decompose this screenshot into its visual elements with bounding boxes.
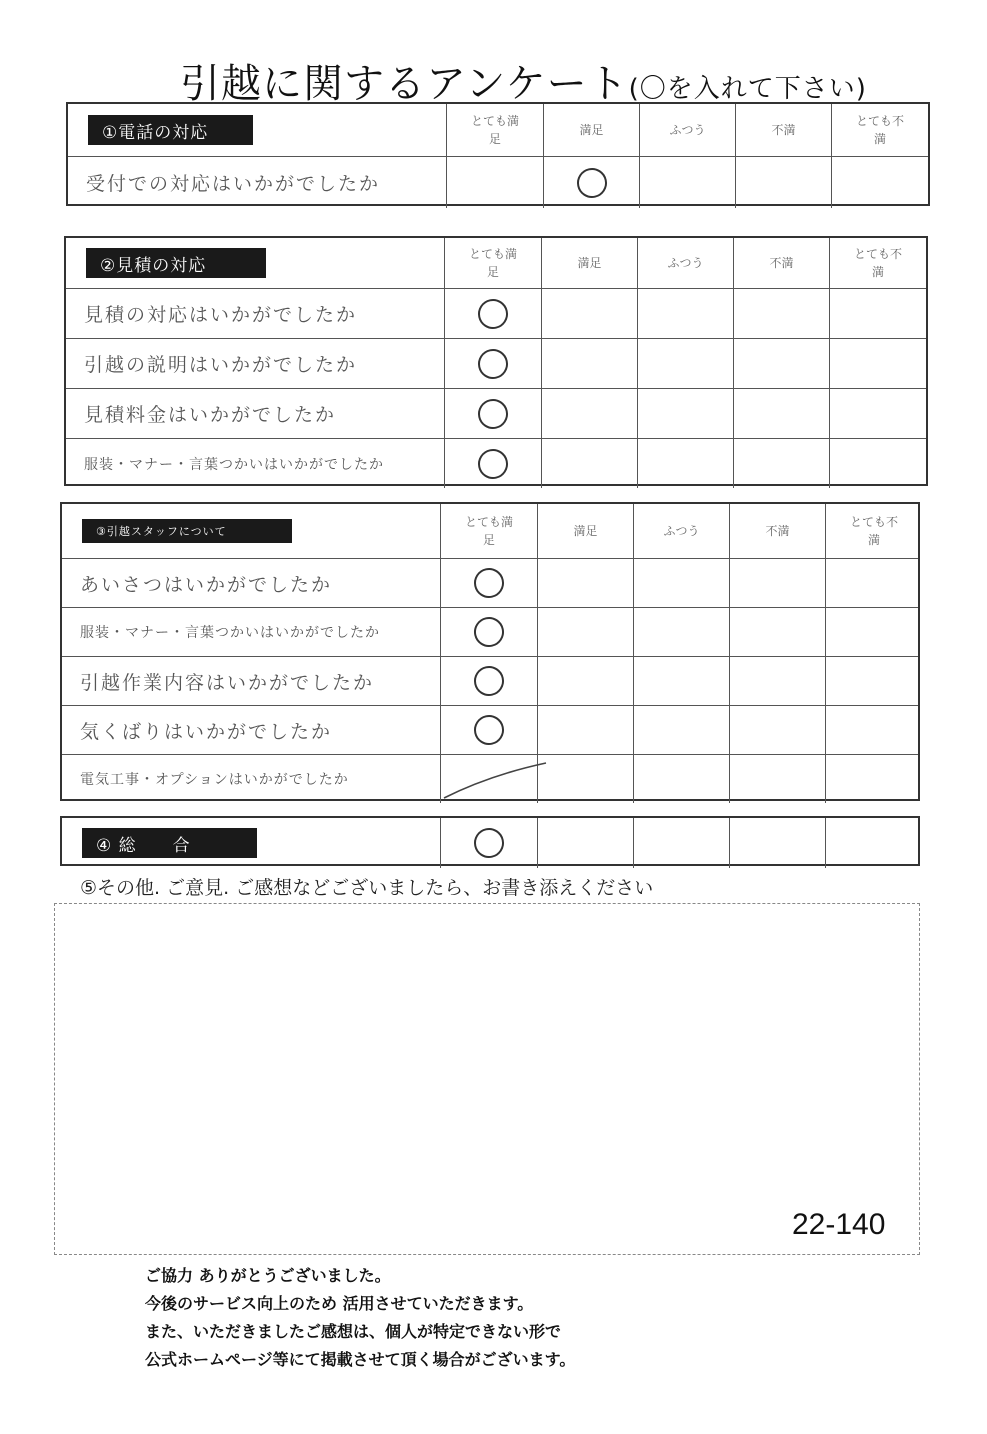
question-row xyxy=(66,288,926,338)
question-label: 気くばりはいかがでしたか xyxy=(80,720,333,743)
column-header xyxy=(639,104,735,156)
footer xyxy=(145,1262,575,1374)
question-label: 見積の対応はいかがでしたか xyxy=(84,304,358,326)
column-header-label: 満足 xyxy=(577,256,602,270)
answer-cell[interactable] xyxy=(440,608,537,656)
answer-cell[interactable] xyxy=(537,755,633,803)
circle-mark-icon xyxy=(471,565,507,601)
answer-cell[interactable] xyxy=(733,289,829,338)
answer-cell[interactable] xyxy=(440,706,537,754)
not-applicable-stroke-icon xyxy=(440,755,550,804)
comment-box xyxy=(54,903,920,1255)
answer-cell[interactable] xyxy=(541,339,637,388)
answer-cell[interactable] xyxy=(733,439,829,488)
column-header xyxy=(633,504,729,558)
answer-cell[interactable] xyxy=(543,157,639,208)
question-row xyxy=(66,388,926,438)
column-header-label: とても満足 xyxy=(464,515,513,547)
section-header-row xyxy=(62,504,918,558)
answer-cell[interactable] xyxy=(541,439,637,488)
section-title: ③引越スタッフについて xyxy=(82,519,292,543)
survey-section xyxy=(60,816,920,866)
circle-mark-icon xyxy=(471,712,507,748)
column-header-label: 満足 xyxy=(579,123,604,137)
column-header-label: ふつう xyxy=(669,123,706,137)
circle-mark-icon xyxy=(471,614,507,650)
answer-cell[interactable] xyxy=(729,559,825,607)
answer-cell[interactable] xyxy=(541,289,637,338)
section-header-row xyxy=(62,818,918,868)
title-text: 引越に関するアンケート xyxy=(180,61,629,107)
answer-cell[interactable] xyxy=(829,389,926,438)
answer-cell[interactable] xyxy=(829,339,926,388)
circle-mark-icon xyxy=(475,396,511,432)
title-note: (〇を入れて下さい) xyxy=(628,74,867,104)
answer-cell[interactable] xyxy=(735,157,831,208)
answer-cell[interactable] xyxy=(537,657,633,705)
question-row xyxy=(66,338,926,388)
column-header-label: とても不満 xyxy=(853,247,902,279)
column-header-label: 満足 xyxy=(573,524,598,538)
answer-cell[interactable] xyxy=(633,608,729,656)
column-header xyxy=(543,104,639,156)
footer-line: また、いただきましたご感想は、個人が特定できない形で xyxy=(145,1322,562,1341)
footer-line: 今後のサービス向上のため 活用させていただきます。 xyxy=(145,1294,534,1313)
answer-cell[interactable] xyxy=(444,339,541,388)
answer-cell[interactable] xyxy=(825,818,922,868)
footer-line: 公式ホームページ等にて掲載させて頂く場合がございます。 xyxy=(145,1350,576,1369)
answer-cell[interactable] xyxy=(440,657,537,705)
circle-mark-icon xyxy=(475,346,511,382)
survey-section xyxy=(66,102,930,206)
answer-cell[interactable] xyxy=(444,439,541,488)
answer-cell[interactable] xyxy=(831,157,928,208)
column-header-label: 不満 xyxy=(771,123,796,137)
column-header xyxy=(829,238,926,288)
question-label: 服装・マナー・言葉つかいはいかがでしたか xyxy=(80,625,380,641)
column-header xyxy=(735,104,831,156)
question-row xyxy=(62,607,918,656)
column-header xyxy=(733,238,829,288)
question-row xyxy=(62,656,918,705)
column-header-label: 不満 xyxy=(765,524,790,538)
column-header xyxy=(537,504,633,558)
answer-cell[interactable] xyxy=(729,706,825,754)
answer-cell[interactable] xyxy=(633,559,729,607)
column-header-label: とても満足 xyxy=(470,114,519,146)
answer-cell[interactable] xyxy=(829,289,926,338)
answer-cell[interactable] xyxy=(825,559,922,607)
question-label: 受付での対応はいかがでしたか xyxy=(86,173,381,195)
column-header xyxy=(637,238,733,288)
question-label: 服装・マナー・言葉つかいはいかがでしたか xyxy=(84,456,384,473)
column-header-label: 不満 xyxy=(769,256,794,270)
answer-cell[interactable] xyxy=(440,818,537,868)
question-row xyxy=(62,754,918,803)
answer-cell[interactable] xyxy=(446,157,543,208)
section-title: ④ 総 合 xyxy=(82,828,257,858)
circle-mark-icon xyxy=(471,663,507,699)
answer-cell[interactable] xyxy=(733,389,829,438)
column-header xyxy=(729,504,825,558)
answer-cell[interactable] xyxy=(637,439,733,488)
answer-cell[interactable] xyxy=(537,706,633,754)
answer-cell[interactable] xyxy=(633,706,729,754)
answer-cell[interactable] xyxy=(537,818,633,868)
answer-cell[interactable] xyxy=(825,608,922,656)
answer-cell[interactable] xyxy=(637,389,733,438)
column-header xyxy=(541,238,637,288)
column-header xyxy=(444,238,541,288)
circle-mark-icon xyxy=(475,296,511,332)
section-title: ②見積の対応 xyxy=(86,248,266,278)
answer-cell[interactable] xyxy=(825,657,922,705)
answer-cell[interactable] xyxy=(639,157,735,208)
answer-cell[interactable] xyxy=(633,657,729,705)
question-row xyxy=(68,156,928,208)
answer-cell[interactable] xyxy=(829,439,926,488)
survey-title xyxy=(180,52,867,109)
column-header-label: とても不満 xyxy=(849,515,898,547)
question-label: 電気工事・オプションはいかがでしたか xyxy=(80,772,349,788)
answer-cell[interactable] xyxy=(537,559,633,607)
answer-cell[interactable] xyxy=(729,608,825,656)
answer-cell[interactable] xyxy=(633,755,729,803)
column-header xyxy=(440,504,537,558)
question-label: あいさつはいかがでしたか xyxy=(80,573,333,596)
column-header-label: とても不満 xyxy=(855,114,904,146)
circle-mark-icon xyxy=(475,446,511,482)
section-title: ①電話の対応 xyxy=(88,115,253,145)
answer-cell[interactable] xyxy=(444,289,541,338)
answer-cell[interactable] xyxy=(733,339,829,388)
answer-cell[interactable] xyxy=(637,289,733,338)
comment-label: ⑤その他. ご意見. ご感想などございましたら、お書き添えください xyxy=(80,877,654,899)
question-label: 引越作業内容はいかがでしたか xyxy=(80,671,375,694)
answer-cell[interactable] xyxy=(637,339,733,388)
answer-cell[interactable] xyxy=(537,608,633,656)
question-label: 見積料金はいかがでしたか xyxy=(84,404,337,426)
section-header-row xyxy=(68,104,928,156)
answer-cell[interactable] xyxy=(729,657,825,705)
answer-cell[interactable] xyxy=(444,389,541,438)
answer-cell[interactable] xyxy=(541,389,637,438)
column-header-label: ふつう xyxy=(667,256,704,270)
answer-cell[interactable] xyxy=(633,818,729,868)
circle-mark-icon xyxy=(471,825,507,861)
question-row xyxy=(66,438,926,488)
survey-section xyxy=(60,502,920,801)
column-header-label: ふつう xyxy=(663,524,700,538)
column-header-label: とても満足 xyxy=(468,247,517,279)
answer-cell[interactable] xyxy=(440,559,537,607)
survey-section xyxy=(64,236,928,486)
answer-cell[interactable] xyxy=(825,755,922,803)
column-header xyxy=(831,104,928,156)
column-header xyxy=(825,504,922,558)
answer-cell[interactable] xyxy=(729,818,825,868)
column-header xyxy=(446,104,543,156)
section-header-row xyxy=(66,238,926,288)
footer-line: ご協力 ありがとうございました。 xyxy=(145,1266,391,1285)
answer-cell[interactable] xyxy=(825,706,922,754)
answer-cell[interactable] xyxy=(729,755,825,803)
question-row xyxy=(62,558,918,607)
serial-number: 22-140 xyxy=(792,1208,886,1241)
question-label: 引越の説明はいかがでしたか xyxy=(84,354,358,376)
circle-mark-icon xyxy=(574,165,610,201)
question-row xyxy=(62,705,918,754)
